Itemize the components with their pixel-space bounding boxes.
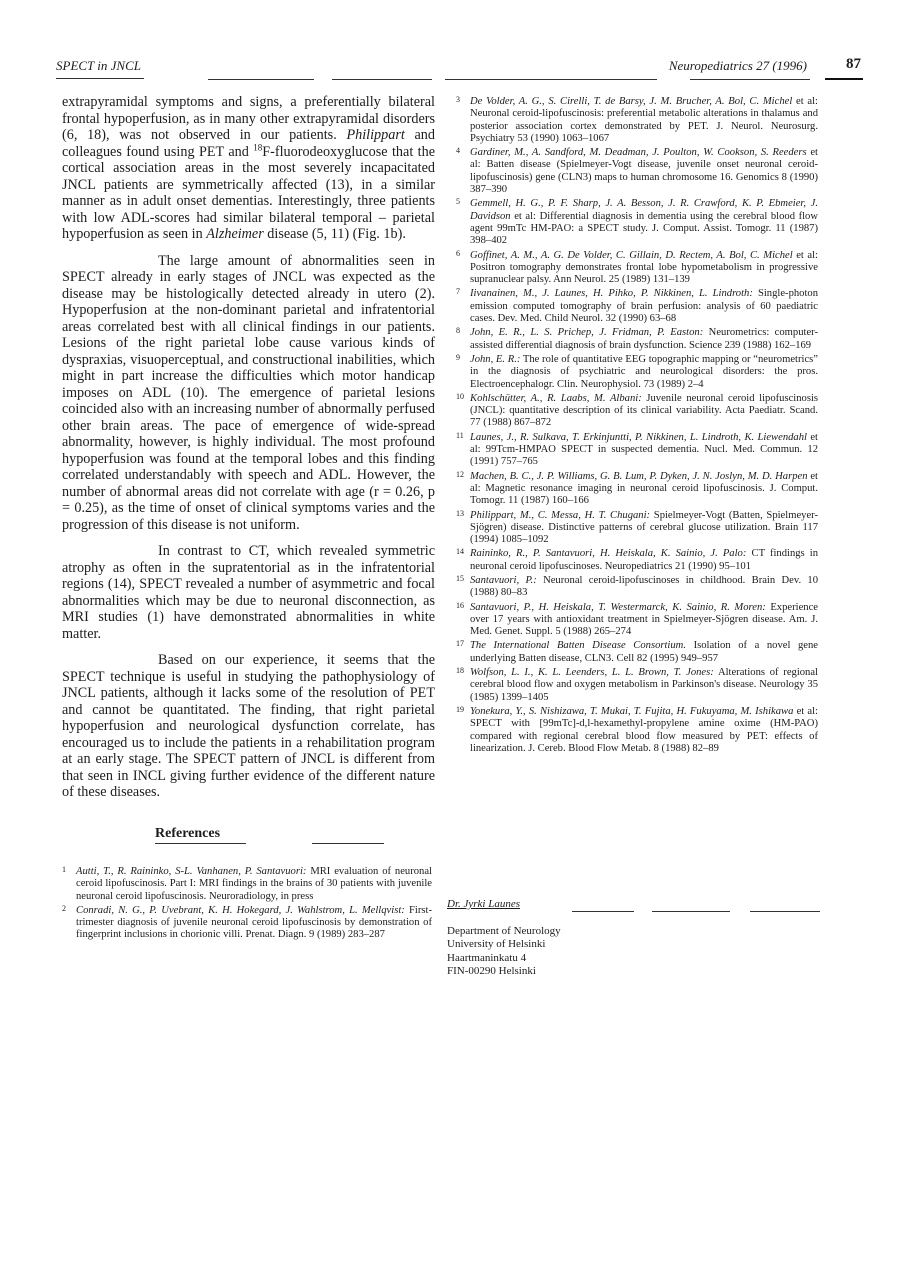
address-line: University of Helsinki [447, 938, 546, 950]
header-rule [690, 79, 810, 80]
correspondence-address [447, 898, 561, 979]
references-rule [155, 843, 246, 844]
reference-entry: 14 Raininko, R., P. Santavuori, H. Heiskala, K. Sainio, J. Palo: CT findings in neuronal ceroid lipofuscinoses. Neuropediatrics 21 (1990) 95–101 [456, 547, 819, 572]
address-rule [572, 911, 634, 912]
header-rule [445, 79, 657, 80]
address-line: Department of Neurology [447, 924, 561, 937]
journal-citation: Neuropediatrics 27 (1996) [668, 58, 807, 73]
running-title: SPECT in JNCL [56, 58, 142, 73]
reference-entry: 15 Santavuori, P.: Neuronal ceroid-lipofuscinoses in childhood. Brain Dev. 10 (1988) 80–83 [456, 573, 819, 599]
references-rule [312, 843, 384, 844]
body-text-column [62, 94, 435, 801]
page-number: 87 [846, 56, 861, 72]
references-heading: References [155, 826, 221, 841]
header-rule [56, 78, 144, 79]
header-rule [825, 78, 863, 80]
address-rule [652, 911, 730, 912]
header-rule [332, 79, 432, 80]
reference-entry: 17 The International Batten Disease Consortium. Isolation of a novel gene underlying Batten disease, CLN3. Cell 82 (1995) 949–957 [456, 639, 818, 664]
reference-entry: 19 Yonekura, Y., S. Nishizawa, T. Mukai, T. Fujita, H. Fukuyama, M. Ishikawa et al: SPECT with [99mTc]-d,l-hexamethyl-propylene amine oxime (HM-PAO) compared with regional cerebral blood flow measured by PET: effects of linearization. J. Cereb. Blood Flow Metab. 8 (1988) 82–89 [456, 704, 818, 754]
address-line: FIN-00290 Helsinki [447, 965, 536, 977]
reference-entry: 6 Goffinet, A. M., A. G. De Volder, C. Gillain, D. Rectem, A. Bol, C. Michel et al: Positron tomography demonstrates frontal lobe hypometabolism in progressive supranuclear palsy. Ann Neurol. 25 (1989) 131–139 [456, 248, 818, 286]
reference-entry: 8 John, E. R., L. S. Prichep, J. Fridman, P. Easton: Neurometrics: computer-assisted differential diagnosis of brain dysfunction. Science 239 (1988) 162–169 [456, 326, 818, 351]
reference-entry: 1 Autti, T., R. Raininko, S-L. Vanhanen, P. Santavuori: MRI evaluation of neuronal ceroid lipofuscinosis. Part I: MRI findings in the brains of 30 patients with juvenile neuronal ceroid lipofuscinosis. Neuroradiology, in press [62, 865, 432, 902]
reference-list-left [62, 866, 432, 944]
reference-entry: 18 Wolfson, L. I., K. L. Leenders, L. L. Brown, T. Jones: Alterations of regional cerebral blood flow and oxygen metabolism in Parkinson's disease. Neurology 35 (1985) 1399–1405 [456, 666, 818, 703]
reference-entry: 3 De Volder, A. G., S. Cirelli, T. de Barsy, J. M. Brucher, A. Bol, C. Michel et al: Neuronal ceroid-lipofuscinosis: preferential metabolic alterations in thalamus and posterior association cortex demonstrated by PET. J. Neurol. Neurosurg. Psychiatry 53 (1990) 1063–1067 [456, 95, 818, 144]
reference-entry: 4 Gardiner, M., A. Sandford, M. Deadman, J. Poulton, W. Cookson, S. Reeders et al: Batten disease (Spielmeyer-Vogt disease, juvenile onset neuronal ceroid-lipofuscinosis) gene (CLN3) maps to human chromosome 16. Genomics 8 (1990) 387–390 [456, 146, 818, 196]
reference-entry: 5 Gemmell, H. G., P. F. Sharp, J. A. Besson, J. R. Crawford, K. P. Ebmeier, J. Davidson et al: Differential diagnosis in dementia using the cerebral blood flow agent 99mTc HM-PAO: a SPECT study. J. Comput. Assist. Tomogr. 11 (1987) 398–402 [456, 197, 818, 247]
author-name: Dr. Jyrki Launes [447, 898, 521, 910]
reference-entry: 12 Machen, B. C., J. P. Williams, G. B. Lum, P. Dyken, J. N. Joslyn, M. D. Harpen et al: Magnetic resonance imaging in neuronal ceroid lipofuscinosis. J. Comput. Tomogr. 11 (1987) 160–166 [456, 469, 818, 507]
reference-entry: 7 Iivanainen, M., J. Launes, H. Pihko, P. Nikkinen, L. Lindroth: Single-photon emission computed tomography of brain perfusion: analysis of 60 paediatric cases. Dev. Med. Child Neurol. 32 (1990) 63–68 [456, 287, 818, 325]
paragraph: Based on our experience, it seems that the SPECT technique is useful in studying the pathophysiology of JNCL patients, although it lacks some of the resolution of PET and cannot be quantitated. The finding, that right parietal hypoperfusion and neurological dysfunction correlate, has encouraged us to include the patients in a rehabilitation program at an early stage. The SPECT pattern of JNCL is different from that seen in INCL giving further evidence of the different nature of these diseases. [62, 652, 435, 800]
reference-entry: 13 Philippart, M., C. Messa, H. T. Chugani: Spielmeyer-Vogt (Batten, Spielmeyer-Sjögren) disease. Distinctive patterns of cerebral glucose utilization. Brain 117 (1994) 1085–1092 [456, 508, 818, 546]
reference-entry: 16 Santavuori, P., H. Heiskala, T. Westermarck, K. Sainio, R. Moren: Experience over 17 years with antioxidant treatment in Spielmeyer-Sjögren disease. Am. J. Med. Genet. Suppl. 5 (1988) 265–274 [456, 600, 818, 638]
paragraph: The large amount of abnormalities seen in SPECT already in early stages of JNCL was expected as the disease may be histologically detected already in utero (2). Hypoperfusion at the non-dominant parietal and infratentorial areas correlated best with all clinical findings in our patients. Lesions of the right parietal lobe cause various kinds of dyspraxias, visuoperceptual, and constructional inabilities, which might in part increase the difficulties which motor handicap imposes on ADL (10). The emergence of parietal lesions coincided also with an increasing number of abnormally perfused other brain areas. The pace of emergence of wide-spread abnormality, however, is highly individual. The most profound hypoperfusion was found at the temporal lobes and this finding correlated understandably with speech and ADL. However, the number of abnormal areas did not correlate with age (r = 0.26, p = 0.25), as the time of onset of clinical symptoms varies and the progression of this disease is not uniform. [62, 252, 435, 533]
address-line: Haartmaninkatu 4 [447, 951, 527, 964]
reference-list-right [456, 96, 818, 757]
header-rule [208, 79, 314, 80]
reference-entry: 2 Conradi, N. G., P. Uvebrant, K. H. Hokegard, J. Wahlstrom, L. Mellqvist: First-trimester diagnosis of juvenile neuronal ceroid lipofuscinosis by demonstration of fingerprint inclusions in chorionic villi. Prenat. Diagn. 9 (1989) 283–287 [62, 903, 432, 941]
reference-entry: 9 John, E. R.: The role of quantitative EEG topographic mapping or “neurometrics” in the diagnosis of psychiatric and neurological disorders: the pros. Electroencephalogr. Clin. Neurophysiol. 73 (1989) 2–4 [456, 352, 818, 390]
reference-entry: 11 Launes, J., R. Sulkava, T. Erkinjuntti, P. Nikkinen, L. Lindroth, K. Liewendahl et al: 99Tcm-HMPAO SPECT in suspected dementia. Nucl. Med. Commun. 12 (1991) 757–765 [456, 430, 818, 468]
paragraph: extrapyramidal symptoms and signs, a preferentially bilateral frontal hypoperfusion, as in many other extrapyramidal disorders (6, 18), was not observed in our patients. Philippart and colleagues found using PET and $^{18}$F-fluorodeoxyglucose that the cortical association areas in the most severely incapacitated JNCL patients are symmetrically affected (13), in a similar manner as in adult onset dementias. Interestingly, three patients with low ADL-scores had similar bilateral temporal – parietal hypoperfusion as seen in Alzheimer disease (5, 11) (Fig. 1b). [62, 94, 436, 242]
reference-entry: 10 Kohlschütter, A., R. Laabs, M. Albani: Juvenile neuronal ceroid lipofuscinosis (JNCL): quantitative description of its clinical variability. Acta Paediatr. Scand. 77 (1988) 867–872 [456, 391, 819, 429]
paragraph: In contrast to CT, which revealed symmetric atrophy as often in the supratentorial as in the infratentorial regions (14), SPECT revealed a number of asymmetric and focal abnormalities which may be due to neuronal disconnection, as MRI studies (1) have demonstrated abnormalities in white matter. [62, 543, 435, 642]
address-rule [750, 911, 820, 912]
